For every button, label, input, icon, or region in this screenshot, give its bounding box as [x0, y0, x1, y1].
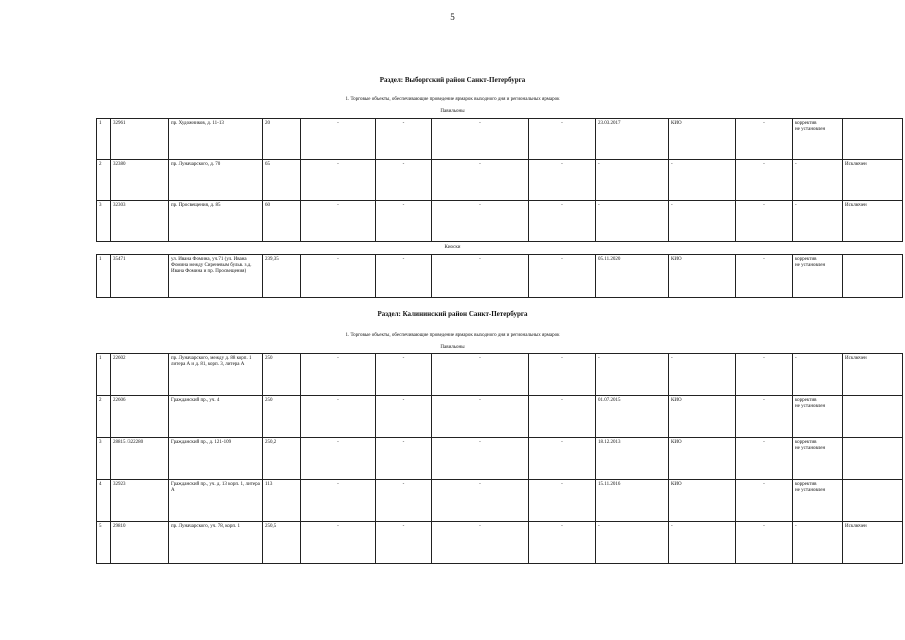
table-cell-cell-7: -: [529, 201, 596, 242]
table-cell-row-number: 1: [97, 354, 111, 396]
table-cell-status: Исключен: [843, 354, 903, 396]
table-cell-object-area: 65: [263, 160, 301, 201]
table-cell-authority: КИО: [669, 480, 736, 522]
table-cell-cell-5: -: [376, 255, 432, 298]
table-cell-status: [843, 396, 903, 438]
table-cell-status: [843, 480, 903, 522]
table-row: [97, 480, 903, 522]
table-cell-adjustment-note: -: [793, 522, 843, 564]
table-cell-object-address: пр. Художников, д. 11-13: [169, 119, 263, 160]
table-cell-adjustment-note: -: [793, 160, 843, 201]
table-cell-row-number: 5: [97, 522, 111, 564]
table-cell-status: Исключен: [843, 522, 903, 564]
table-row: [97, 438, 903, 480]
group-title: Киоски: [444, 245, 461, 250]
table-cell-object-id: 35471: [111, 255, 169, 298]
table-cell-object-area: 239,35: [263, 255, 301, 298]
page-number: 5: [450, 12, 455, 22]
table-cell-cell-10: -: [736, 119, 793, 160]
table-row: [97, 119, 903, 160]
table-cell-cell-6: -: [432, 160, 529, 201]
table-cell-status: Исключен: [843, 160, 903, 201]
table-cell-cell-10: -: [736, 255, 793, 298]
table-cell-cell-5: -: [376, 201, 432, 242]
table-cell-cell-5: -: [376, 354, 432, 396]
section-subtitle: 1. Торговые объекты, обеспечивающие проведение ярмарок выходного дня и региональных ярмарок: [345, 333, 560, 338]
table-cell-adjustment-note: корректив не установлен: [793, 480, 843, 522]
table-cell-cell-6: -: [432, 255, 529, 298]
table-cell-object-id: 32303: [111, 201, 169, 242]
table-cell-cell-5: -: [376, 522, 432, 564]
table-cell-decision-date: -: [596, 201, 669, 242]
table-cell-row-number: 2: [97, 396, 111, 438]
group-title: Павильоны: [440, 345, 465, 350]
table-cell-cell-4: -: [301, 522, 376, 564]
table-cell-cell-7: -: [529, 522, 596, 564]
table-cell-cell-5: -: [376, 119, 432, 160]
table-cell-adjustment-note: -: [793, 201, 843, 242]
table-cell-adjustment-note: корректив не установлен: [793, 255, 843, 298]
table-cell-cell-5: -: [376, 160, 432, 201]
table-cell-object-id: 28815 /322280: [111, 438, 169, 480]
table-cell-cell-10: -: [736, 354, 793, 396]
table-cell-authority: -: [669, 201, 736, 242]
table-cell-cell-7: -: [529, 119, 596, 160]
table-cell-cell-6: -: [432, 522, 529, 564]
table-cell-object-id: 32961: [111, 119, 169, 160]
table-cell-object-id: 22602: [111, 354, 169, 396]
table-cell-status: [843, 119, 903, 160]
register-table: [96, 254, 903, 298]
table-cell-cell-4: -: [301, 480, 376, 522]
table-cell-object-id: 32380: [111, 160, 169, 201]
section-title: Раздел: Выборгский район Санкт-Петербурга: [379, 76, 526, 84]
table-cell-cell-5: -: [376, 438, 432, 480]
section-title: Раздел: Калининский район Санкт-Петербурга: [377, 310, 528, 318]
table-cell-cell-5: -: [376, 396, 432, 438]
table-cell-cell-7: -: [529, 480, 596, 522]
table-cell-cell-6: -: [432, 119, 529, 160]
table-cell-cell-4: -: [301, 160, 376, 201]
table-cell-row-number: 2: [97, 160, 111, 201]
table-cell-object-address: Гражданский пр., уч. д. 13 корп. 1, литера А: [169, 480, 263, 522]
table-cell-object-area: 250: [263, 354, 301, 396]
table-cell-cell-4: -: [301, 438, 376, 480]
table-cell-object-area: 20: [263, 119, 301, 160]
table-cell-authority: -: [669, 522, 736, 564]
table-cell-status: [843, 438, 903, 480]
table-cell-authority: КИО: [669, 438, 736, 480]
table-cell-cell-6: -: [432, 438, 529, 480]
table-cell-cell-10: -: [736, 160, 793, 201]
table-cell-row-number: 3: [97, 438, 111, 480]
table-cell-decision-date: 18.12.2013: [596, 438, 669, 480]
table-cell-status: [843, 255, 903, 298]
table-cell-cell-7: -: [529, 396, 596, 438]
table-cell-cell-10: -: [736, 201, 793, 242]
table-cell-row-number: 4: [97, 480, 111, 522]
table-cell-decision-date: 15.11.2016: [596, 480, 669, 522]
table-cell-authority: -: [669, 354, 736, 396]
table-cell-row-number: 1: [97, 255, 111, 298]
table-row: [97, 522, 903, 564]
table-cell-object-area: 250: [263, 396, 301, 438]
table-cell-cell-7: -: [529, 160, 596, 201]
table-cell-decision-date: 05.11.2020: [596, 255, 669, 298]
table-cell-object-address: пр. Луначарского, уч. 78, корп. 1: [169, 522, 263, 564]
table-cell-row-number: 1: [97, 119, 111, 160]
table-cell-authority: КИО: [669, 255, 736, 298]
table-cell-object-address: пр. Луначарского, д. 70: [169, 160, 263, 201]
table-cell-cell-4: -: [301, 119, 376, 160]
table-cell-object-area: 250,5: [263, 522, 301, 564]
table-cell-object-address: Гражданский пр., д. 121-109: [169, 438, 263, 480]
table-cell-authority: КИО: [669, 396, 736, 438]
register-table: [96, 353, 903, 564]
table-cell-object-id: 29810: [111, 522, 169, 564]
table-cell-object-id: 32923: [111, 480, 169, 522]
table-row: [97, 354, 903, 396]
table-cell-cell-7: -: [529, 354, 596, 396]
table-cell-authority: -: [669, 160, 736, 201]
table-cell-decision-date: 23.03.2017: [596, 119, 669, 160]
table-cell-adjustment-note: корректив не установлен: [793, 438, 843, 480]
table-cell-adjustment-note: корректив не установлен: [793, 396, 843, 438]
table-cell-cell-6: -: [432, 354, 529, 396]
table-row: [97, 396, 903, 438]
group-title: Павильоны: [440, 109, 465, 114]
table-cell-cell-5: -: [376, 480, 432, 522]
table-cell-row-number: 3: [97, 201, 111, 242]
table-cell-cell-4: -: [301, 255, 376, 298]
table-cell-object-address: пр. Просвещения, д. 85: [169, 201, 263, 242]
table-cell-cell-10: -: [736, 480, 793, 522]
table-row: [97, 160, 903, 201]
table-cell-cell-10: -: [736, 522, 793, 564]
table-cell-decision-date: 01.07.2015: [596, 396, 669, 438]
table-cell-status: Исключен: [843, 201, 903, 242]
table-cell-object-area: 60: [263, 201, 301, 242]
register-table: [96, 118, 903, 242]
table-cell-cell-4: -: [301, 354, 376, 396]
table-row: [97, 201, 903, 242]
table-row: [97, 255, 903, 298]
table-cell-cell-10: -: [736, 438, 793, 480]
table-cell-cell-6: -: [432, 396, 529, 438]
table-cell-cell-6: -: [432, 480, 529, 522]
table-cell-object-address: ул. Ивана Фомина, уч.71 (ул. Ивана Фомина между Сиреневым бульв. з.д. Ивана Фомина и пр. Просвещения): [169, 255, 263, 298]
table-cell-object-area: 113: [263, 480, 301, 522]
section-subtitle: 1. Торговые объекты, обеспечивающие проведение ярмарок выходного дня и региональных ярмарок: [345, 97, 560, 102]
table-cell-object-area: 250,2: [263, 438, 301, 480]
table-cell-cell-7: -: [529, 438, 596, 480]
table-cell-decision-date: -: [596, 354, 669, 396]
table-cell-object-address: Гражданский пр., уч. 4: [169, 396, 263, 438]
table-cell-cell-7: -: [529, 255, 596, 298]
table-cell-object-id: 22606: [111, 396, 169, 438]
table-cell-cell-4: -: [301, 396, 376, 438]
table-cell-authority: КИО: [669, 119, 736, 160]
table-cell-decision-date: -: [596, 522, 669, 564]
table-cell-cell-6: -: [432, 201, 529, 242]
table-cell-cell-4: -: [301, 201, 376, 242]
table-cell-object-address: пр. Луначарского, между д. 88 корп. 1 литера А и д. 81, корп. 3, литера А: [169, 354, 263, 396]
table-cell-adjustment-note: -: [793, 354, 843, 396]
table-cell-cell-10: -: [736, 396, 793, 438]
table-cell-decision-date: -: [596, 160, 669, 201]
table-cell-adjustment-note: корректив не установлен: [793, 119, 843, 160]
